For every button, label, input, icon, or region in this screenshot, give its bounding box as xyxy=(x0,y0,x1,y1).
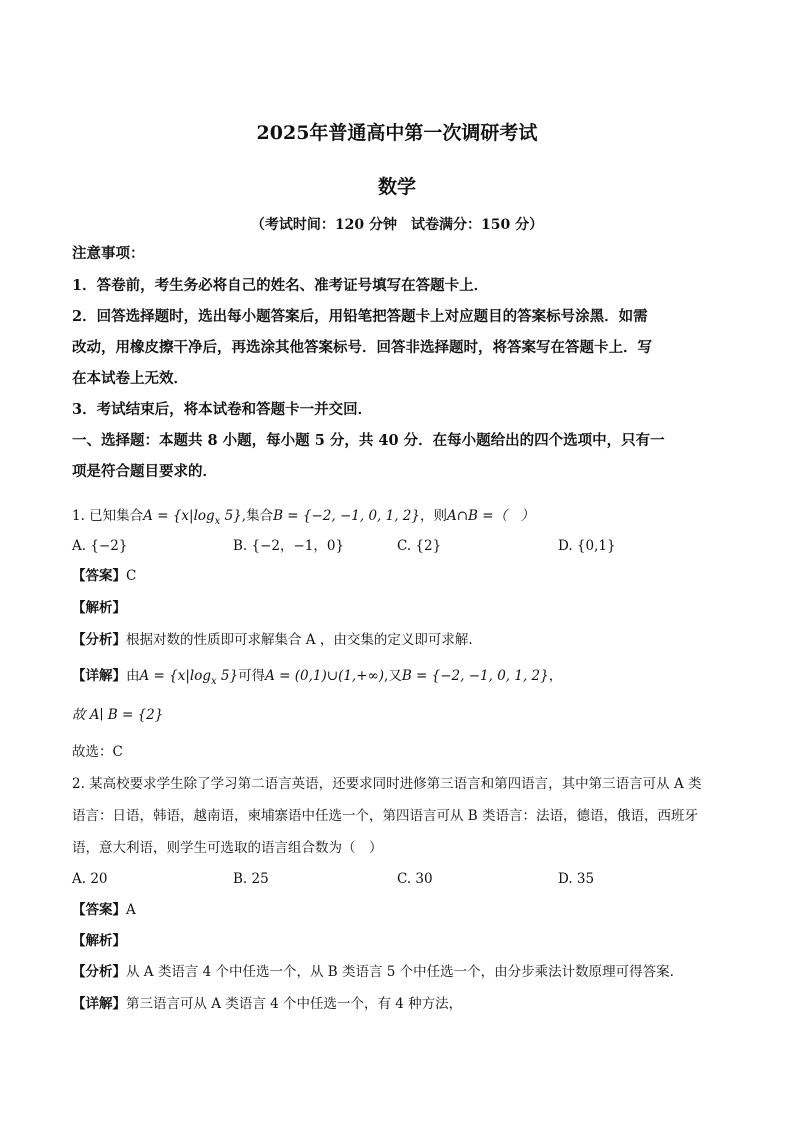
q1-choose: 故选：C xyxy=(72,744,123,760)
q1-then: ，则 xyxy=(419,508,447,524)
exam-title: 2025年普通高中第一次调研考试 xyxy=(256,122,538,144)
q1-set-a: $A = \{x|\log_x$ 5} xyxy=(143,508,242,527)
exam-info: （考试时间：120 分钟 试卷满分：150 分） xyxy=(250,217,544,233)
notes-heading: 注意事项： xyxy=(72,245,145,262)
q1-mid: ,集合 xyxy=(241,508,274,524)
q2-jiexi: 【解析】 xyxy=(72,933,126,949)
note-1: 1．答卷前，考生务必将自己的姓名、准考证号填写在答题卡上． xyxy=(72,277,489,294)
question-1-stem xyxy=(72,506,534,532)
subject-title: 数学 xyxy=(377,176,416,198)
q2-option-a: A. 20 xyxy=(72,871,108,887)
q1-xj-set-b: B = {−2, −1, 0, 1, 2} xyxy=(401,668,549,684)
q1-option-b: B. {−2，−1，0} xyxy=(233,538,345,554)
question-2-line-3: 语，意大利语，则学生可选取的语言组合数为（ ） xyxy=(72,840,383,856)
q1-answer: 【答案】C xyxy=(72,568,137,584)
q1-prefix: 1. 已知集合 xyxy=(72,508,144,524)
q1-set-b: B = {−2, −1, 0, 1, 2} xyxy=(273,508,420,524)
q1-xiangjie: 【详解】由$A = \{x|\log_x$ 5}可得A = (0,1)∪(1,+∞),又B = {−2, −1, 0, 1, 2}， xyxy=(72,668,563,687)
q1-ask: A∩B =（ ） xyxy=(446,508,535,524)
question-2-line-2: 语言：日语，韩语，越南语，柬埔寨语中任选一个，第四语言可从 B 类语言：法语，德语，俄语，西班牙 xyxy=(72,808,699,824)
section-1-heading-line-1: 一、选择题：本题共 8 小题，每小题 5 分，共 40 分．在每小题给出的四个选项中，只有一 xyxy=(72,432,665,449)
q1-jiexi: 【解析】 xyxy=(72,600,126,616)
note-2-line-1: 2．回答选择题时，选出每小题答案后，用铅笔把答题卡上对应题目的答案标号涂黑．如需 xyxy=(72,308,648,325)
note-2-line-3: 在本试卷上无效． xyxy=(72,370,188,387)
question-2-line-1: 2. 某高校要求学生除了学习第二语言英语，还要求同时进修第三语言和第四语言，其中第三语言可从 A 类 xyxy=(72,776,702,792)
q2-xiangjie: 【详解】第三语言可从 A 类语言 4 个中任选一个，有 4 种方法， xyxy=(72,996,463,1012)
q1-xj-set-a: $A = \{x|\log_x$ 5} xyxy=(139,668,239,687)
note-3: 3．考试结束后，将本试卷和答题卡一并交回． xyxy=(72,401,373,418)
section-1-heading-line-2: 项是符合题目要求的． xyxy=(72,463,217,480)
note-2-line-2: 改动，用橡皮擦干净后，再选涂其他答案标号．回答非选择题时，将答案写在答题卡上．写 xyxy=(72,339,652,356)
q2-option-c: C. 30 xyxy=(397,871,433,887)
q2-option-b: B. 25 xyxy=(233,871,269,887)
q1-option-d: D. {0,1} xyxy=(558,538,616,554)
q1-option-c: C. {2} xyxy=(397,538,442,554)
q2-fenxi: 【分析】从 A 类语言 4 个中任选一个，从 B 类语言 5 个中任选一个，由分步乘法计数原理可得答案. xyxy=(72,964,674,980)
q1-fenxi: 【分析】根据对数的性质即可求解集合 A ，由交集的定义即可求解. xyxy=(72,632,473,648)
q1-option-a: A. {−2} xyxy=(72,538,128,554)
q2-answer: 【答案】A xyxy=(72,902,136,918)
q1-xj-result: A = (0,1)∪(1,+∞) xyxy=(265,668,385,684)
q2-option-d: D. 35 xyxy=(558,871,595,887)
q1-therefore: 故 A∣ B = {2} xyxy=(72,707,164,723)
